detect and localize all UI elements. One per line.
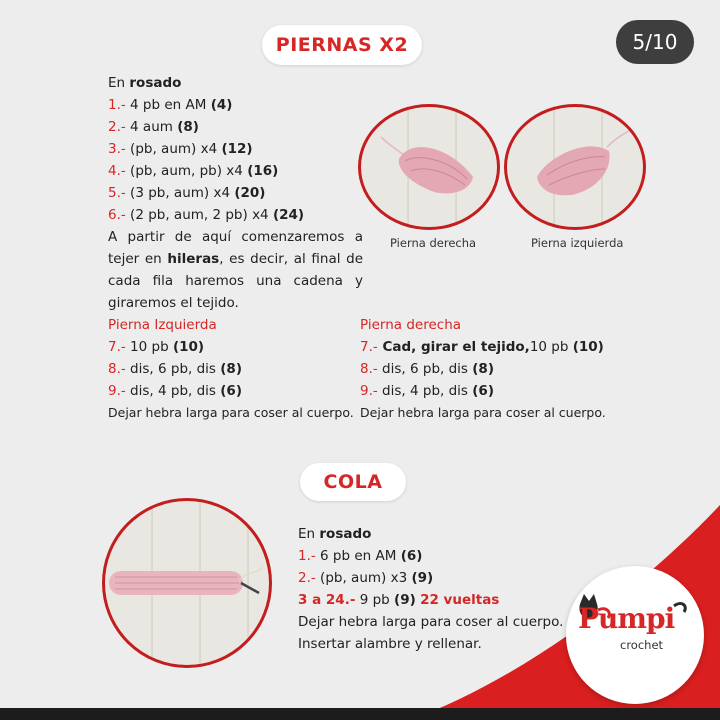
row-count: (9) xyxy=(411,570,434,586)
row-text: dis, 4 pb, dis xyxy=(125,383,221,399)
row-number: 7.- xyxy=(360,339,378,355)
row-count: (12) xyxy=(221,141,253,157)
cola-line-4: Dejar hebra larga para coser al cuerpo. xyxy=(298,614,564,630)
paragraph-bold: hileras xyxy=(167,251,220,267)
brand-logo xyxy=(566,566,704,704)
row-text: 10 pb xyxy=(125,339,173,355)
row-3 xyxy=(108,138,363,160)
row-1 xyxy=(108,94,363,116)
cola-row-2 xyxy=(298,567,558,589)
row-text: (pb, aum) x4 xyxy=(125,141,222,157)
right-row-7 xyxy=(360,336,610,358)
color-intro: En xyxy=(108,75,130,91)
leg-image xyxy=(507,107,643,227)
row-number: 1.- xyxy=(298,548,316,564)
row-count: (6) xyxy=(220,383,242,399)
leg-image xyxy=(361,107,497,227)
caption-left-leg: Pierna izquierda xyxy=(531,236,624,250)
photo-tail xyxy=(102,498,272,668)
row-text: 4 aum xyxy=(125,119,178,135)
row-number: 2.- xyxy=(298,570,316,586)
right-leg-title: Pierna derecha xyxy=(360,317,462,333)
left-row-9 xyxy=(108,380,353,402)
row-count: (20) xyxy=(234,185,266,201)
paragraph-text-end: , es decir, al final de cada fila haremos una cadena y giraremos el tejido. xyxy=(108,251,363,311)
photo-right-leg xyxy=(358,104,500,230)
color-line xyxy=(108,72,363,94)
row-count: (8) xyxy=(472,361,494,377)
row-text: dis, 6 pb, dis xyxy=(125,361,221,377)
brand-name: Pumpi xyxy=(578,602,675,635)
row-text: (2 pb, aum, 2 pb) x4 xyxy=(125,207,273,223)
color-intro: En xyxy=(298,526,320,542)
piernas-instructions xyxy=(108,72,363,314)
row-text: (3 pb, aum) x4 xyxy=(125,185,235,201)
cola-row-1 xyxy=(298,545,558,567)
row-text: 4 pb en AM xyxy=(125,97,211,113)
right-row-9 xyxy=(360,380,610,402)
rounds-note: 22 vueltas xyxy=(420,592,500,608)
row-number: 7.- xyxy=(108,339,126,355)
row-text: 9 pb xyxy=(355,592,395,608)
row-text: dis, 4 pb, dis xyxy=(377,383,473,399)
row-bold-text: Cad, girar el tejido, xyxy=(377,339,530,355)
caption-right-leg: Pierna derecha xyxy=(390,236,477,250)
row-number: 4.- xyxy=(108,163,126,179)
row-number: 2.- xyxy=(108,119,126,135)
row-count: (8) xyxy=(220,361,242,377)
row-number: 6.- xyxy=(108,207,126,223)
color-name: rosado xyxy=(319,526,372,542)
color-name: rosado xyxy=(129,75,182,91)
row-count: (4) xyxy=(210,97,233,113)
row-count: (10) xyxy=(572,339,604,355)
section-title-text: COLA xyxy=(323,471,383,493)
page-counter[interactable]: 5/10 xyxy=(616,20,694,64)
section-title-cola xyxy=(300,463,406,501)
cola-instructions xyxy=(298,523,564,655)
bottom-bar xyxy=(0,708,720,720)
row-number: 5.- xyxy=(108,185,126,201)
row-text: (pb, aum) x3 xyxy=(315,570,412,586)
left-leg-footer: Dejar hebra larga para coser al cuerpo. xyxy=(108,405,354,420)
row-number: 3 a 24.- xyxy=(298,592,356,608)
row-5 xyxy=(108,182,363,204)
row-number: 1.- xyxy=(108,97,126,113)
row-count: (24) xyxy=(272,207,305,223)
section-title-piernas xyxy=(262,25,422,65)
row-number: 8.- xyxy=(360,361,378,377)
row-4 xyxy=(108,160,363,182)
photo-left-leg xyxy=(504,104,646,230)
row-text: dis, 6 pb, dis xyxy=(377,361,473,377)
right-row-8 xyxy=(360,358,610,380)
row-text: (pb, aum, pb) x4 xyxy=(125,163,248,179)
right-leg-instructions xyxy=(360,314,610,424)
row-6 xyxy=(108,204,363,226)
row-count: (8) xyxy=(177,119,199,135)
row-count: (16) xyxy=(247,163,279,179)
rows-paragraph xyxy=(108,226,363,314)
left-row-7 xyxy=(108,336,353,358)
row-count: (6) xyxy=(472,383,494,399)
paragraph-text: A partir de aquí comenzaremos a tejer en xyxy=(108,229,363,267)
cat-icon xyxy=(566,566,704,704)
section-title-text: PIERNAS X2 xyxy=(275,34,409,56)
tail-image xyxy=(105,501,269,665)
left-leg-title: Pierna Izquierda xyxy=(108,317,217,333)
right-leg-footer: Dejar hebra larga para coser al cuerpo. xyxy=(360,405,606,420)
cola-color-line xyxy=(298,523,558,545)
row-text: 6 pb en AM xyxy=(315,548,401,564)
cola-row-3 xyxy=(298,589,558,611)
row-number: 9.- xyxy=(108,383,126,399)
row-number: 8.- xyxy=(108,361,126,377)
row-text: 10 pb xyxy=(529,339,573,355)
cola-line-5: Insertar alambre y rellenar. xyxy=(298,636,482,652)
row-2 xyxy=(108,116,363,138)
left-leg-instructions xyxy=(108,314,353,424)
left-row-8 xyxy=(108,358,353,380)
brand-sub: crochet xyxy=(620,638,664,652)
row-count: (6) xyxy=(400,548,423,564)
row-number: 9.- xyxy=(360,383,378,399)
row-count: (10) xyxy=(172,339,205,355)
row-number: 3.- xyxy=(108,141,126,157)
row-count: (9) xyxy=(394,592,416,608)
